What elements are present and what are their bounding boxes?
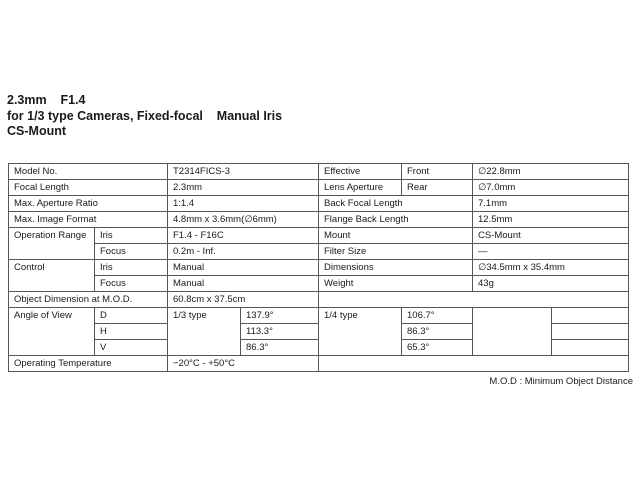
mount-value: CS-Mount (473, 228, 629, 244)
empty-cell (552, 324, 629, 340)
max-image-format-label: Max. Image Format (9, 212, 168, 228)
max-aperture-value: 1:1.4 (168, 196, 319, 212)
type-14-h-value: 86.3° (402, 324, 473, 340)
table-row (9, 244, 629, 260)
angle-of-view-label: Angle of View (9, 308, 95, 356)
table-row (9, 308, 629, 324)
control-iris-label: Iris (95, 260, 168, 276)
rear-label: Rear (402, 180, 473, 196)
filter-size-label: Filter Size (319, 244, 473, 260)
dimensions-label: Dimensions (319, 260, 473, 276)
table-row (9, 196, 629, 212)
product-title (7, 93, 282, 140)
operation-focus-value: 0.2m - Inf. (168, 244, 319, 260)
filter-size-value: — (473, 244, 629, 260)
angle-d-label: D (95, 308, 168, 324)
type-13-label: 1/3 type (168, 308, 241, 356)
dimensions-value: ∅34.5mm x 35.4mm (473, 260, 629, 276)
title-line-1: 2.3mm F1.4 (7, 93, 86, 107)
type-13-h-value: 113.3° (241, 324, 319, 340)
back-focal-length-value: 7.1mm (473, 196, 629, 212)
front-value: ∅22.8mm (473, 164, 629, 180)
table-row (9, 292, 629, 308)
operation-range-label: Operation Range (9, 228, 95, 260)
weight-label: Weight (319, 276, 473, 292)
effective-label: Effective (319, 164, 402, 180)
max-aperture-label: Max. Aperture Ratio (9, 196, 168, 212)
operation-focus-label: Focus (95, 244, 168, 260)
front-label: Front (402, 164, 473, 180)
object-dimension-label: Object Dimension at M.O.D. (9, 292, 168, 308)
operating-temperature-value: −20°C - +50°C (168, 356, 319, 372)
control-iris-value: Manual (168, 260, 319, 276)
focal-length-label: Focal Length (9, 180, 168, 196)
weight-value: 43g (473, 276, 629, 292)
table-row (9, 228, 629, 244)
type-14-d-value: 106.7° (402, 308, 473, 324)
table-row (9, 164, 629, 180)
max-image-format-value: 4.8mm x 3.6mm(∅6mm) (168, 212, 319, 228)
operating-temperature-label: Operating Temperature (9, 356, 168, 372)
type-13-v-value: 86.3° (241, 340, 319, 356)
control-label: Control (9, 260, 95, 292)
spec-table (8, 163, 629, 372)
title-line-3: CS-Mount (7, 124, 67, 138)
table-row (9, 212, 629, 228)
mod-footnote: M.O.D : Minimum Object Distance (489, 376, 633, 387)
model-no-value: T2314FICS-3 (168, 164, 319, 180)
flange-back-length-value: 12.5mm (473, 212, 629, 228)
angle-h-label: H (95, 324, 168, 340)
empty-cell (552, 308, 629, 324)
table-row (9, 276, 629, 292)
control-focus-label: Focus (95, 276, 168, 292)
type-13-d-value: 137.9° (241, 308, 319, 324)
table-row (9, 356, 629, 372)
title-line-2: for 1/3 type Cameras, Fixed-focal Manual Iris (7, 108, 283, 123)
mount-label: Mount (319, 228, 473, 244)
flange-back-length-label: Flange Back Length (319, 212, 473, 228)
table-row (9, 260, 629, 276)
table-row (9, 180, 629, 196)
operation-iris-label: Iris (95, 228, 168, 244)
rear-value: ∅7.0mm (473, 180, 629, 196)
empty-cell (473, 308, 552, 356)
object-dimension-value: 60.8cm x 37.5cm (168, 292, 319, 308)
operation-iris-value: F1.4 - F16C (168, 228, 319, 244)
model-no-label: Model No. (9, 164, 168, 180)
empty-cell (319, 292, 629, 308)
type-14-v-value: 65.3° (402, 340, 473, 356)
empty-cell (552, 340, 629, 356)
type-14-label: 1/4 type (319, 308, 402, 356)
back-focal-length-label: Back Focal Length (319, 196, 473, 212)
focal-length-value: 2.3mm (168, 180, 319, 196)
angle-v-label: V (95, 340, 168, 356)
control-focus-value: Manual (168, 276, 319, 292)
lens-aperture-label: Lens Aperture (319, 180, 402, 196)
empty-cell (319, 356, 629, 372)
